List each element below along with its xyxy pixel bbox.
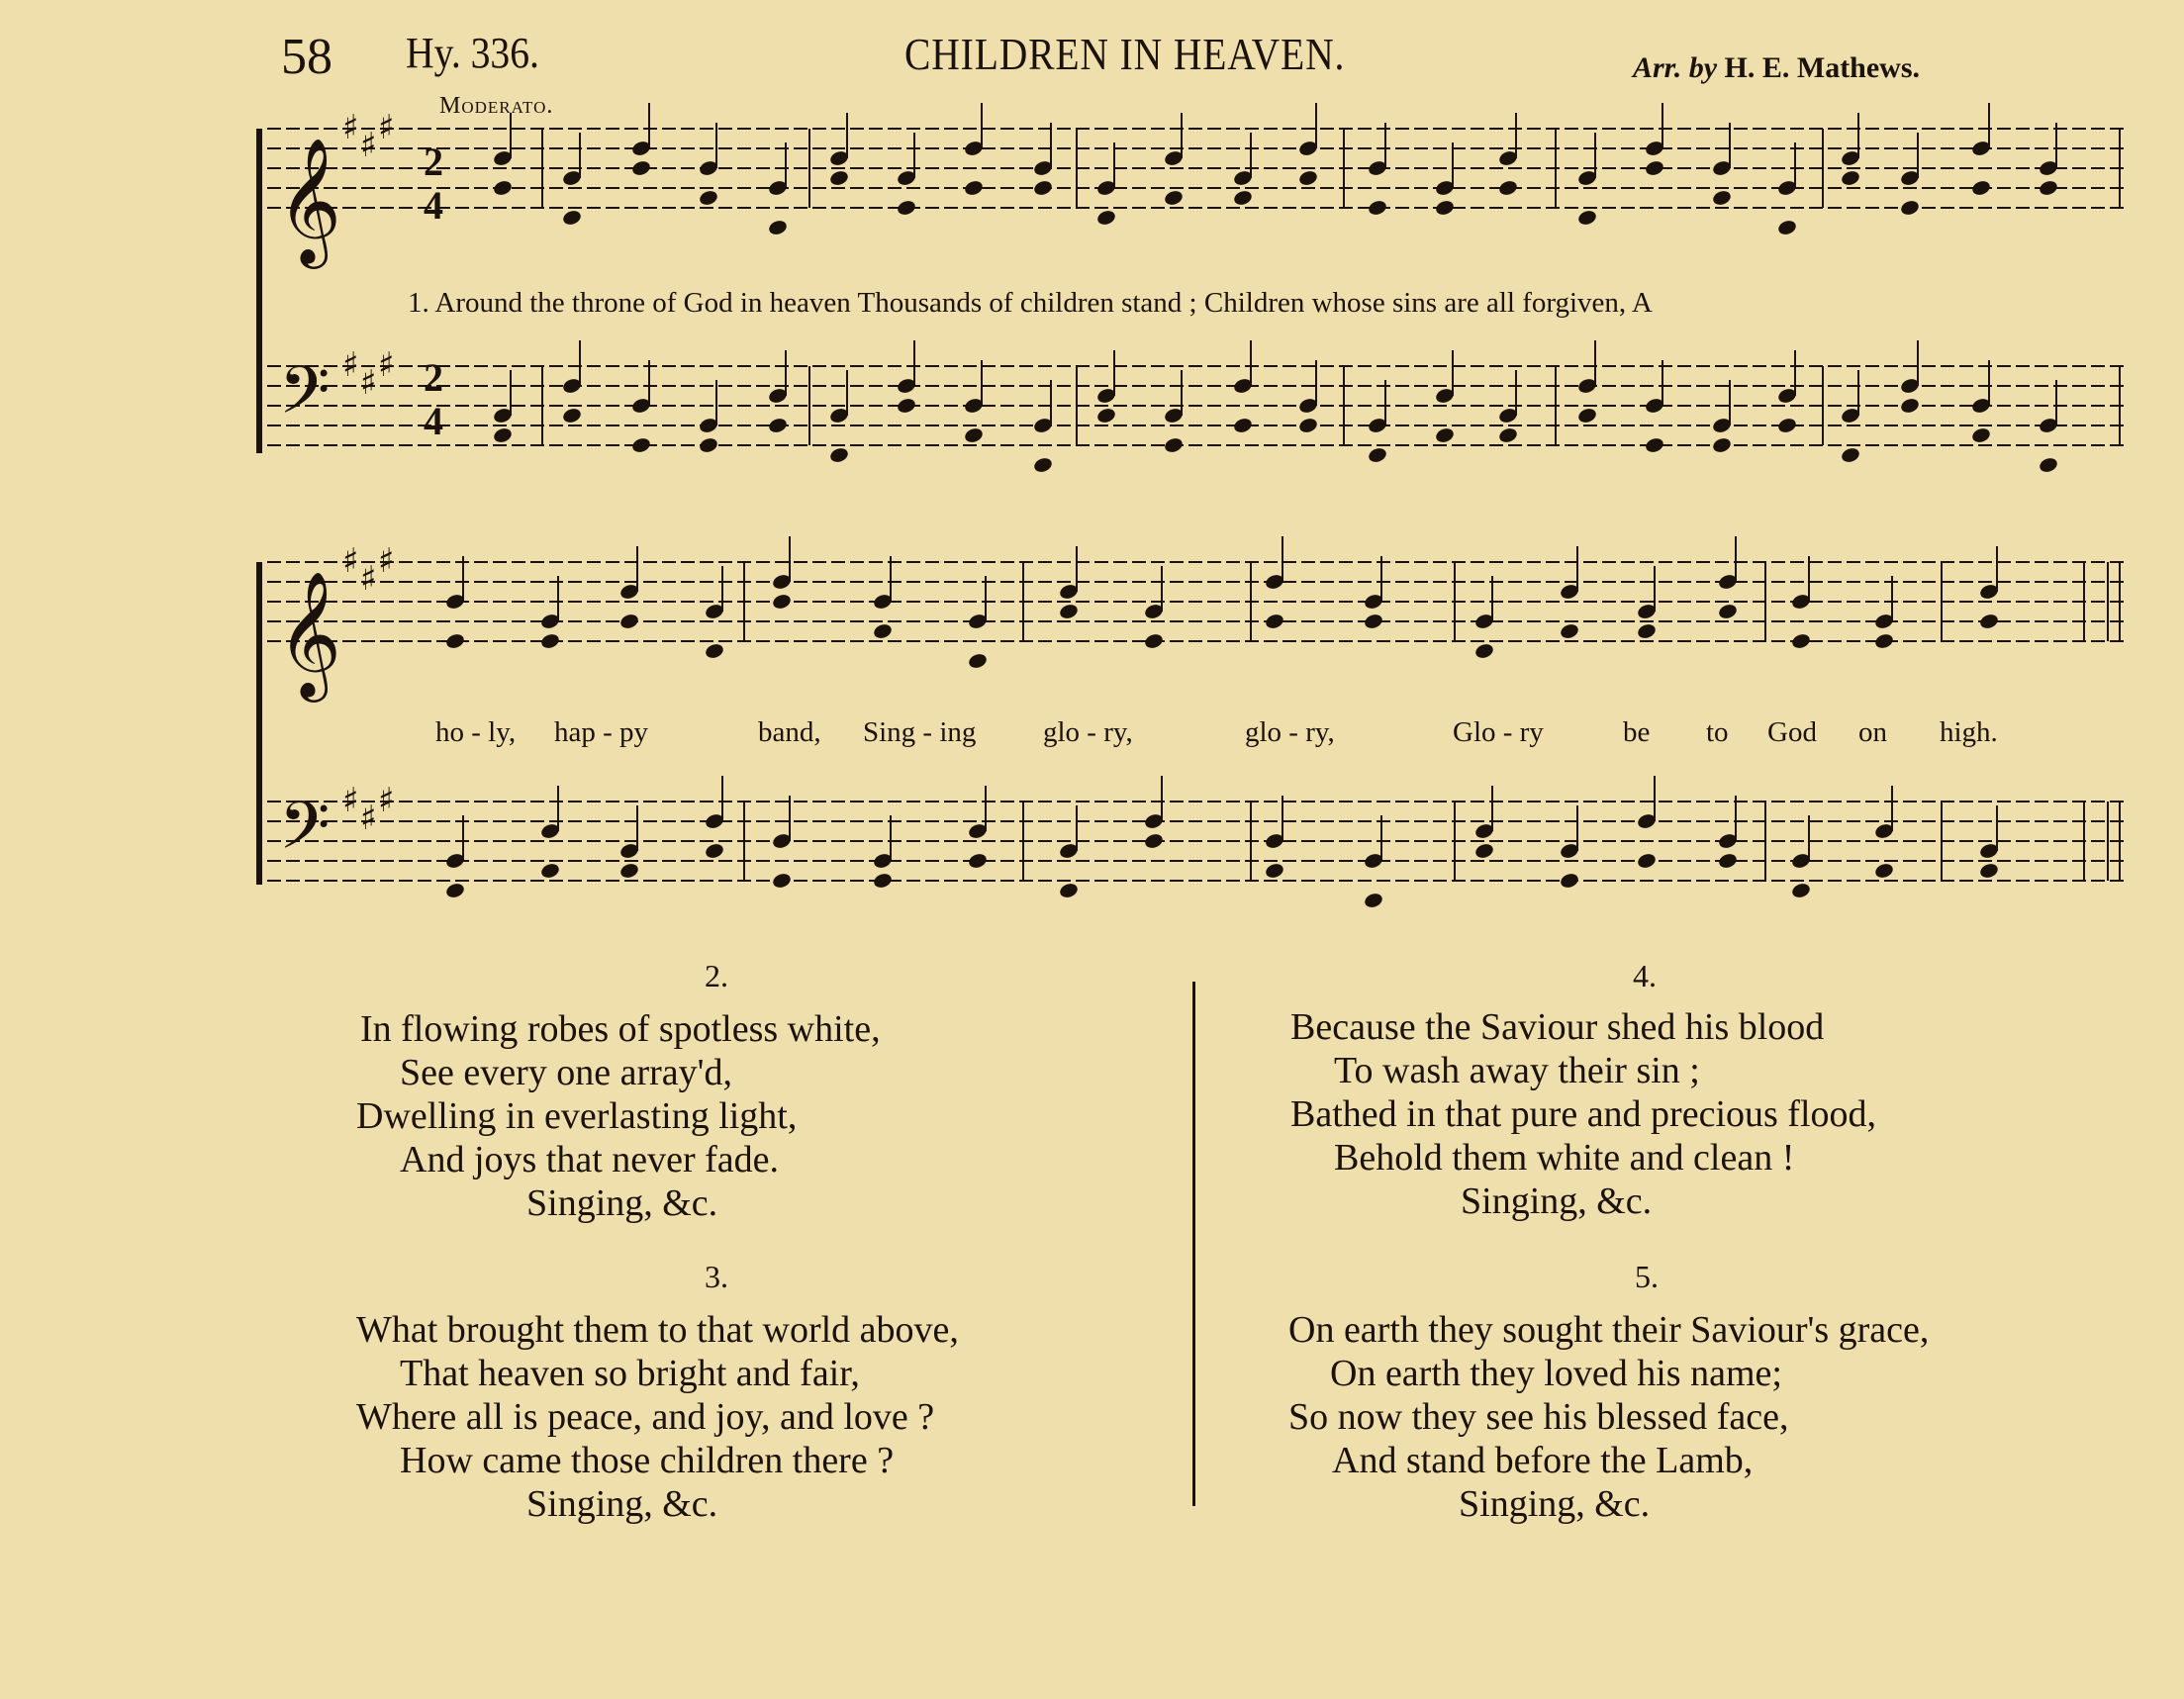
note-head [1559, 872, 1579, 890]
note-head [1032, 456, 1053, 474]
key-signature-sharp: ♯ [360, 126, 377, 165]
time-sig-top-treble-1: 2 [424, 140, 443, 184]
note-head [630, 436, 651, 454]
key-signature-sharp: ♯ [342, 541, 359, 581]
note-head [1717, 852, 1738, 870]
lyric-syllable: glo - ry, [1245, 716, 1335, 748]
note-head [1576, 209, 1597, 227]
note-head [771, 593, 792, 611]
key-signature-sharp: ♯ [342, 781, 359, 820]
verse-2-line-3: Dwelling in everlasting light, [356, 1095, 798, 1137]
lyric-syllable: Glo - ry [1453, 716, 1544, 748]
verse-5-line-3: So now they see his blessed face, [1288, 1396, 1789, 1438]
key-signature-sharp: ♯ [342, 345, 359, 385]
note-head [1559, 622, 1579, 640]
verse-4-line-2: To wash away their sin ; [1334, 1050, 1700, 1091]
note-head [1840, 446, 1860, 464]
note-head [2038, 179, 2058, 197]
lyric-line-1: 1. Around the throne of God in heaven Thousands of children stand ; Children whose sins are all forgiven, A [408, 287, 1653, 319]
lyric-syllable: on [1858, 716, 1887, 748]
lyric-syllable: band, [758, 716, 821, 748]
note-head [2038, 456, 2058, 474]
note-head [896, 199, 916, 217]
verse-5-line-1: On earth they sought their Saviour's grace, [1288, 1309, 1930, 1351]
note-head [539, 632, 560, 650]
note-head [1711, 189, 1732, 207]
note-head [1636, 622, 1657, 640]
note-head [771, 872, 792, 890]
note-head [492, 426, 513, 444]
note-head [630, 159, 651, 177]
note-head [1636, 852, 1657, 870]
key-signature-sharp: ♯ [378, 345, 395, 385]
note-head [767, 219, 788, 236]
note-head [1143, 632, 1164, 650]
note-head [618, 613, 639, 630]
note-head [1434, 199, 1455, 217]
note-head [1264, 862, 1284, 880]
note-head [1163, 189, 1184, 207]
verse-number-5: 5. [1635, 1259, 1659, 1294]
note-head [1899, 397, 1920, 415]
note-head [1644, 436, 1664, 454]
verse-2-line-4: And joys that never fade. [400, 1139, 780, 1180]
note-head [1143, 832, 1164, 850]
note-head [1473, 642, 1494, 660]
note-head [1095, 209, 1116, 227]
note-head [828, 446, 849, 464]
bass-clef: 𝄢 [279, 352, 331, 444]
lyric-syllable: be [1623, 716, 1651, 748]
note-head [444, 882, 465, 899]
verse-3-refrain: Singing, &c. [526, 1483, 718, 1525]
key-signature-sharp: ♯ [378, 781, 395, 820]
note-head [698, 436, 718, 454]
note-head [872, 872, 893, 890]
verse-3-line-4: How came those children there ? [400, 1440, 895, 1481]
note-head [1497, 179, 1518, 197]
key-signature-sharp: ♯ [360, 559, 377, 599]
note-head [618, 862, 639, 880]
note-head [698, 189, 718, 207]
treble-clef: 𝄞 [277, 570, 342, 697]
page-number: 58 [281, 29, 332, 85]
note-head [1978, 613, 1999, 630]
note-head [1163, 436, 1184, 454]
lyric-syllable: hap - py [554, 716, 649, 748]
note-head [561, 407, 582, 425]
note-head [1264, 613, 1284, 630]
verse-3-line-1: What brought them to that world above, [356, 1309, 959, 1351]
hymn-number: Hy. 336. [406, 29, 539, 77]
verse-4-line-3: Bathed in that pure and precious flood, [1290, 1093, 1877, 1135]
note-head [1790, 632, 1811, 650]
note-head [1367, 446, 1387, 464]
note-head [967, 852, 988, 870]
verse-2-line-1: In flowing robes of spotless white, [360, 1008, 881, 1050]
tempo-marking: Moderato. [439, 93, 554, 119]
lyric-syllable: glo - ry, [1043, 716, 1133, 748]
note-head [704, 842, 724, 860]
verse-4-refrain: Singing, &c. [1461, 1180, 1653, 1222]
time-sig-bottom-treble-1: 4 [424, 183, 443, 228]
note-head [1776, 417, 1797, 434]
note-head [1970, 426, 1991, 444]
verse-2-refrain: Singing, &c. [526, 1182, 718, 1224]
column-divider [1192, 982, 1195, 1506]
note-head [1978, 862, 1999, 880]
verse-number-3: 3. [705, 1259, 728, 1294]
key-signature-sharp: ♯ [360, 799, 377, 838]
note-head [967, 652, 988, 670]
key-signature-sharp: ♯ [378, 108, 395, 147]
note-head [1840, 169, 1860, 187]
key-signature-sharp: ♯ [360, 363, 377, 403]
note-head [1576, 407, 1597, 425]
verse-number-4: 4. [1633, 958, 1657, 993]
note-head [1473, 842, 1494, 860]
note-head [828, 169, 849, 187]
verse-5-refrain: Singing, &c. [1459, 1483, 1651, 1525]
note-head [492, 179, 513, 197]
lyric-syllable: God [1767, 716, 1817, 748]
key-signature-sharp: ♯ [378, 541, 395, 581]
lyric-syllable: ho - ly, [435, 716, 517, 748]
note-head [1873, 862, 1894, 880]
note-head [561, 209, 582, 227]
hymn-title: CHILDREN IN HEAVEN. [904, 29, 1346, 79]
verse-5-line-2: On earth they loved his name; [1330, 1353, 1782, 1394]
verse-3-line-3: Where all is peace, and joy, and love ? [356, 1396, 935, 1438]
note-head [444, 632, 465, 650]
time-sig-bottom-bass-1: 4 [424, 399, 443, 443]
verse-5-line-4: And stand before the Lamb, [1332, 1440, 1754, 1481]
note-head [1899, 199, 1920, 217]
note-head [1970, 179, 1991, 197]
note-head [1367, 199, 1387, 217]
note-head [539, 862, 560, 880]
bass-clef: 𝄢 [279, 788, 331, 880]
note-head [1297, 417, 1318, 434]
verse-2-line-2: See every one array'd, [400, 1052, 733, 1093]
lyric-syllable: Sing - ing [863, 716, 977, 748]
note-head [1711, 436, 1732, 454]
note-head [704, 642, 724, 660]
lyric-syllable: high. [1940, 716, 1998, 748]
arranger-name: H. E. Mathews. [1724, 51, 1921, 84]
note-head [1873, 632, 1894, 650]
note-head [1363, 613, 1383, 630]
note-head [1434, 426, 1455, 444]
note-head [1297, 169, 1318, 187]
verse-number-2: 2. [705, 958, 728, 993]
time-sig-top-bass-1: 2 [424, 355, 443, 400]
lyric-syllable: to [1706, 716, 1729, 748]
arranger-prefix: Arr. by [1633, 51, 1718, 84]
key-signature-sharp: ♯ [342, 108, 359, 147]
note-head [1058, 603, 1079, 620]
verse-4-line-4: Behold them white and clean ! [1334, 1137, 1795, 1179]
note-head [896, 397, 916, 415]
note-head [872, 622, 893, 640]
note-head [963, 426, 984, 444]
note-head [1095, 407, 1116, 425]
note-head [963, 179, 984, 197]
note-head [767, 417, 788, 434]
note-head [1232, 417, 1253, 434]
note-head [1232, 189, 1253, 207]
note-head [1776, 219, 1797, 236]
verse-3-line-2: That heaven so bright and fair, [400, 1353, 860, 1394]
note-head [1032, 179, 1053, 197]
note-head [1644, 159, 1664, 177]
note-head [1497, 426, 1518, 444]
note-head [1717, 603, 1738, 620]
verse-4-line-1: Because the Saviour shed his blood [1290, 1006, 1825, 1048]
note-head [1790, 882, 1811, 899]
note-head [1363, 892, 1383, 909]
treble-clef: 𝄞 [277, 137, 342, 263]
note-head [1058, 882, 1079, 899]
